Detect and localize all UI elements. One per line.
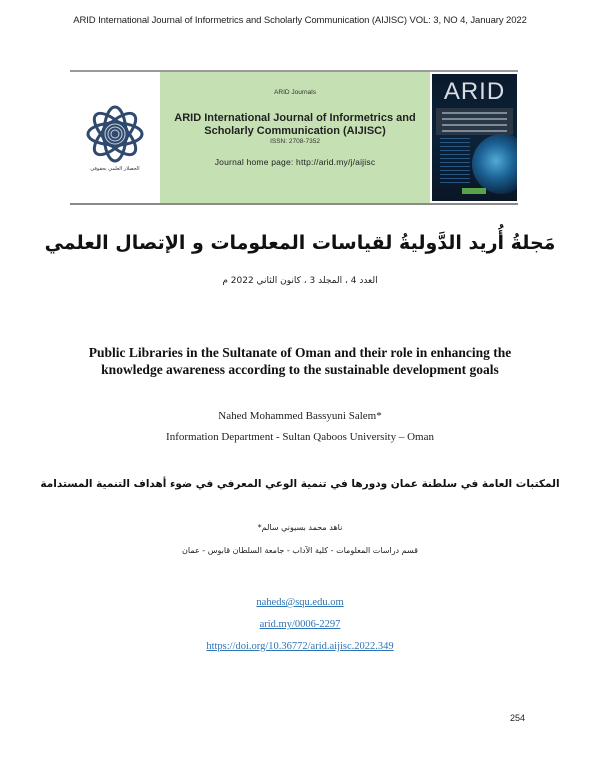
journal-title [160,112,430,138]
publisher-name: ARID Journals [274,89,316,96]
paper-title-line1: Public Libraries in the Sultanate of Oman and their role in enhancing the [88,345,512,360]
orcid-link[interactable]: arid.my/0006-2297 [259,619,341,630]
paper-title [50,344,550,378]
arabic-issue-info: العدد 4 ، المجلد 3 ، كانون الثاني 2022 م [222,276,378,286]
page-number: 254 [510,713,526,723]
journal-homepage[interactable]: Journal home page: http://arid.my/j/aijisc [214,157,376,167]
journal-title-line2: Scholarly Communication (AIJISC) [204,125,386,137]
running-header: ARID International Journal of Informetrics and Scholarly Communication (AIJISC) VOL: 3, NO 4, January 2022 [73,15,527,26]
journal-title-line1: ARID International Journal of Informetrics and [174,112,416,124]
orcid-link-row [0,619,600,630]
paper-title-line2: knowledge awareness according to the sustainable development goals [101,362,499,377]
journal-info-panel [160,72,430,203]
email-link[interactable]: naheds@squ.edu.om [256,597,344,608]
arabic-journal-title: مَجلةُ أُريد الدَّوليةُ لقياسات المعلومات و الإتصال العلمي [44,232,556,254]
journal-masthead [70,70,518,205]
cover-subtitle-band [436,108,513,135]
cover-data-lines [440,138,470,183]
author-affiliation: Information Department - Sultan Qaboos University – Oman [166,431,434,443]
globe-icon [472,134,517,194]
doi-link[interactable]: https://doi.org/10.36772/arid.aijisc.2022.349 [206,641,394,652]
arabic-paper-title: المكتبات العامة في سلطنة عمان ودورها في تنمية الوعي المعرفي في ضوء أهداف التنمية المستدامة [40,478,560,490]
email-link-row [0,597,600,608]
arabic-author-name: ناهد محمد بسيوني سالم* [257,523,343,532]
arabic-author-affiliation: قسم دراسات المعلومات - كلية الآداب - جامعة السلطان قابوس - عمان [182,546,418,555]
cover-publisher-logo [462,188,486,194]
journal-cover-image [432,74,517,201]
atom-logo-icon [85,104,145,164]
doi-link-row [0,641,600,652]
cover-title: ARID [443,78,506,105]
author-name: Nahed Mohammed Bassyuni Salem* [218,410,382,422]
logo-caption: الحصلار العلمي بحقوقي [90,165,140,172]
society-logo [70,72,160,203]
issn: ISSN: 2708-7352 [270,138,320,145]
